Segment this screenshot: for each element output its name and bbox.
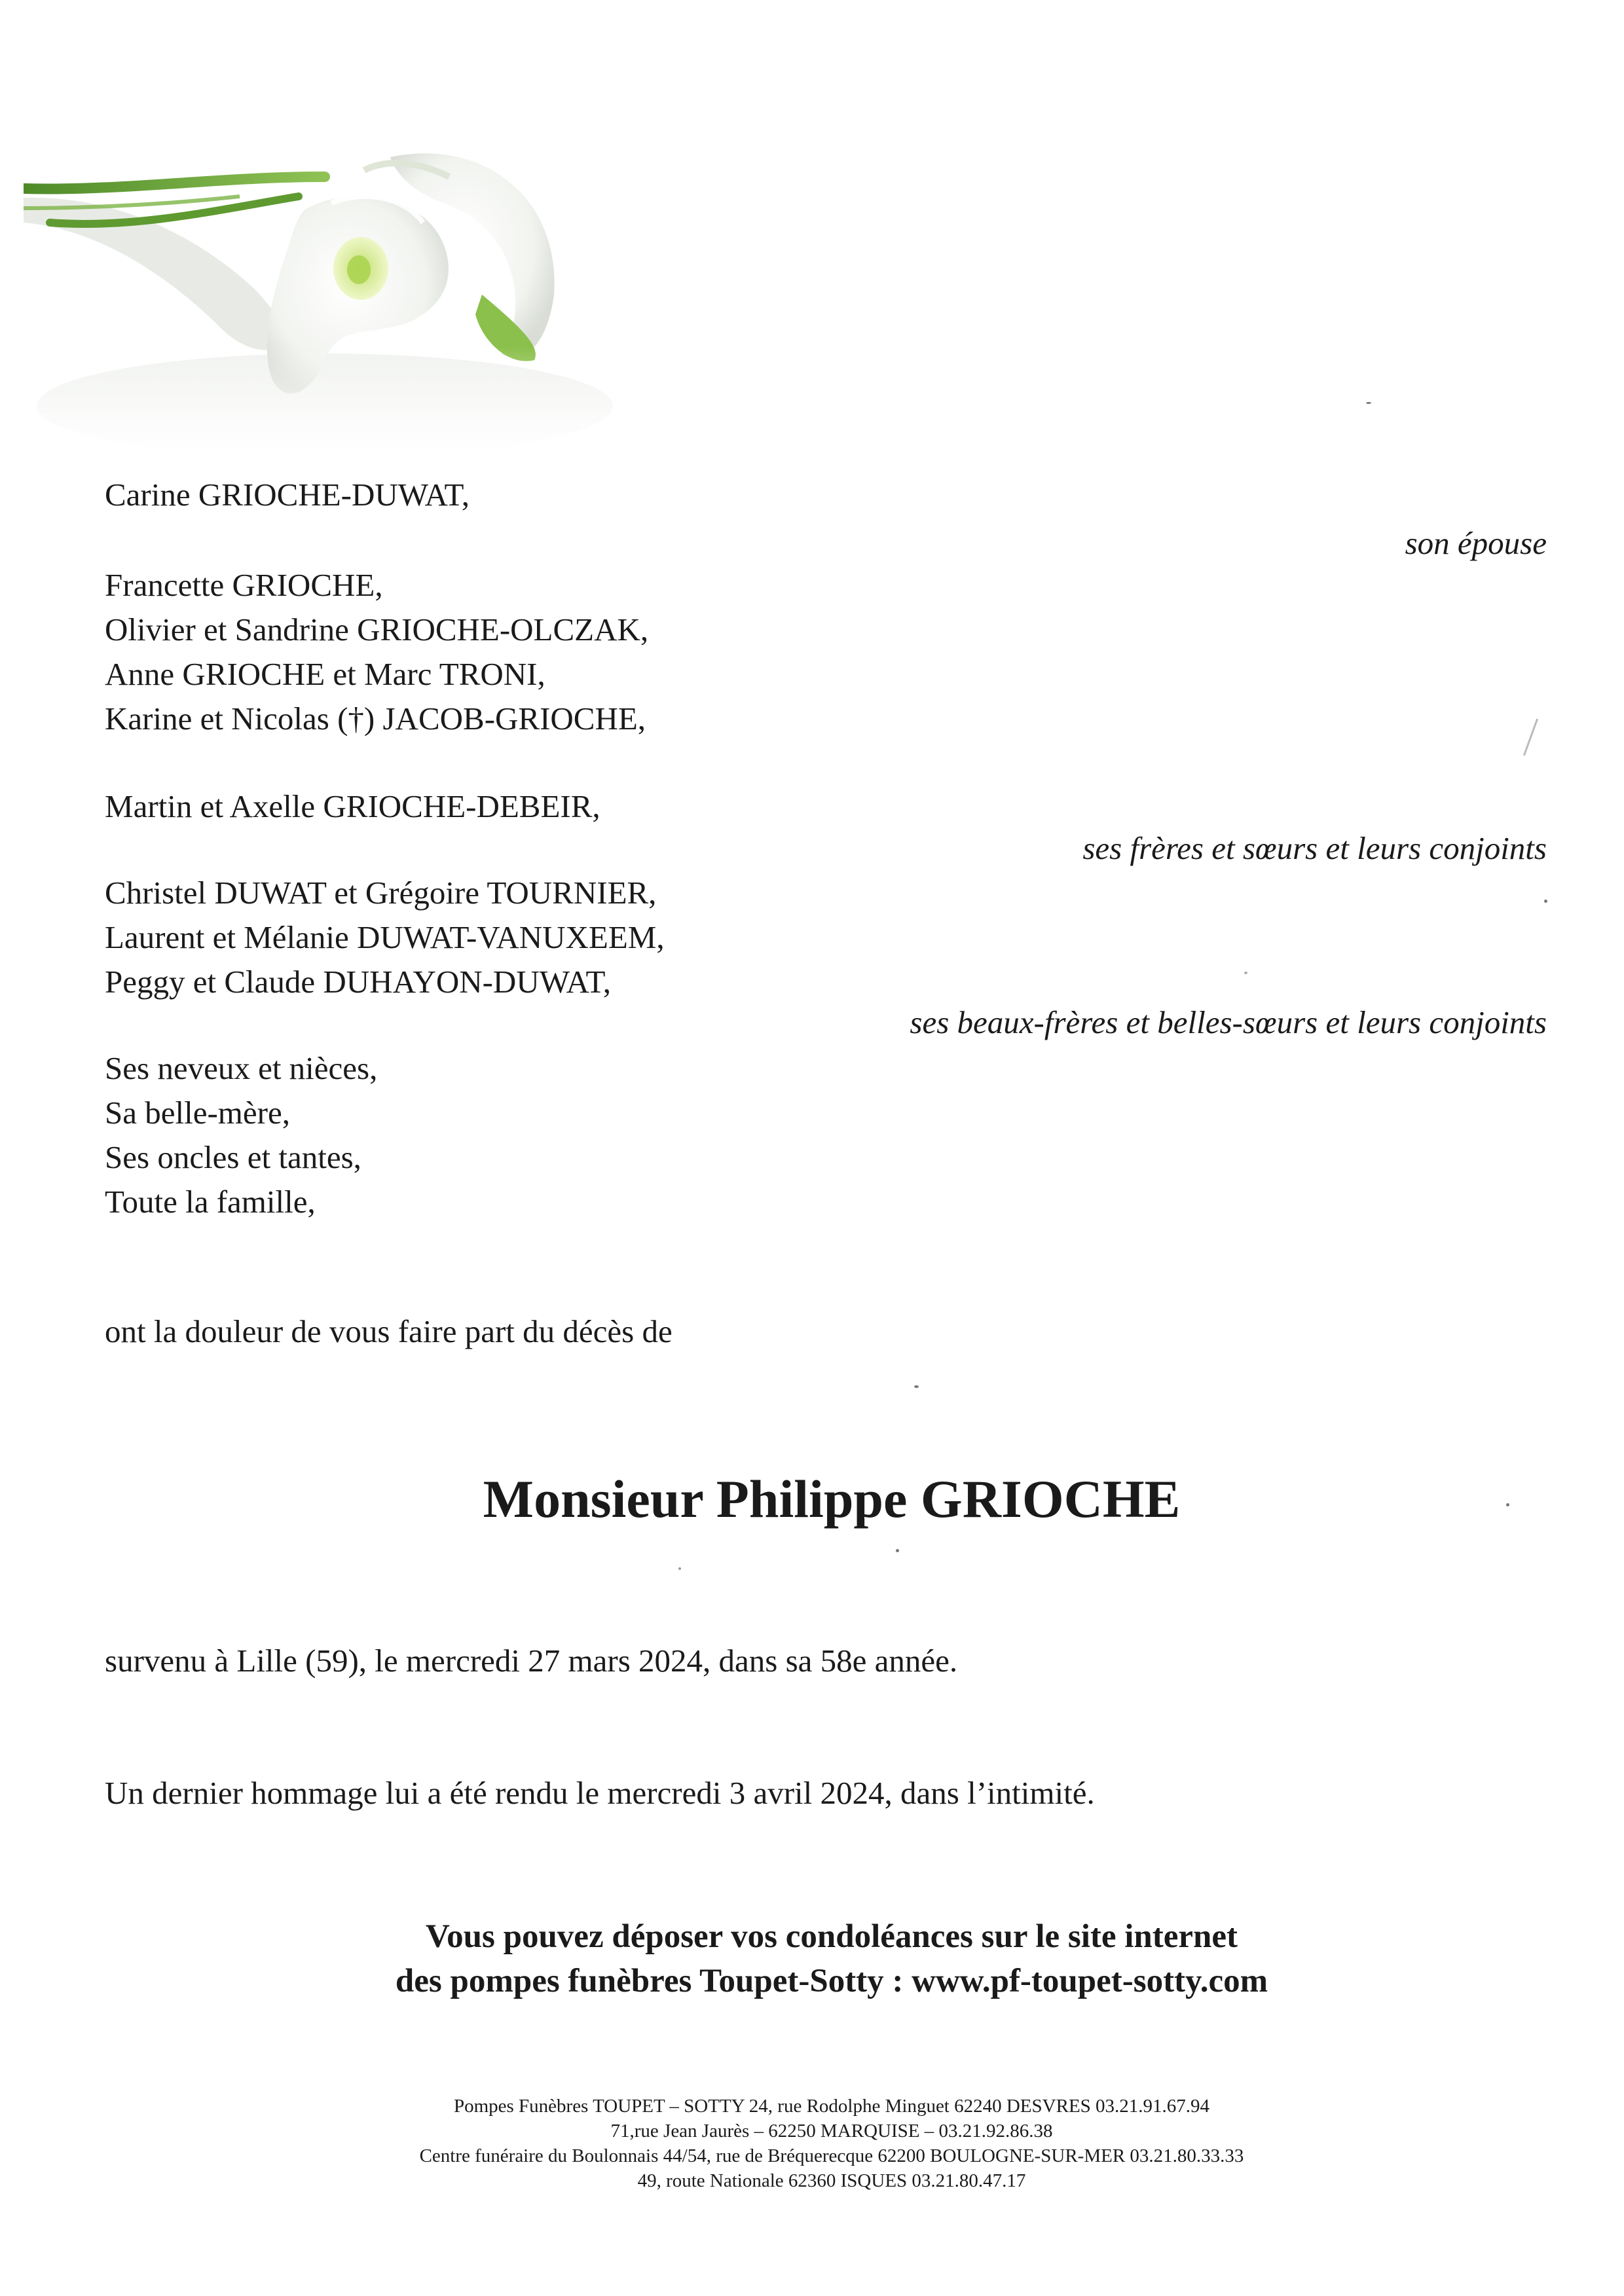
tribute-text: Un dernier hommage lui a été rendu le mercredi 3 avril 2024, dans l’intimité. [105,1775,1095,1811]
spouse-role: son épouse [1405,525,1547,561]
other-family-line: Sa belle-mère, [105,1095,290,1131]
in-law-line: Laurent et Mélanie DUWAT-VANUXEEM, [105,919,665,955]
footer-line: 49, route Nationale 62360 ISQUES 03.21.80.47.17 [637,2170,1026,2191]
deceased-name: Monsieur Philippe GRIOCHE [483,1469,1181,1529]
footer-line: Centre funéraire du Boulonnais 44/54, rue de Bréquerecque 62200 BOULOGNE-SUR-MER 03.21.80.33.33 [419,2145,1244,2166]
scan-speck [1544,900,1547,903]
scan-speck [1523,718,1538,756]
condolences-line: des pompes funèbres Toupet-Sotty : www.pf-toupet-sotty.com [395,1963,1268,1999]
sibling-line: Francette GRIOCHE, [105,567,383,603]
in-law-line: Peggy et Claude DUHAYON-DUWAT, [105,964,612,1000]
scan-speck [678,1567,681,1570]
other-family-line: Ses oncles et tantes, [105,1139,361,1175]
other-family-line: Ses neveux et nièces, [105,1050,378,1086]
siblings-role: ses frères et sœurs et leurs conjoints [1082,830,1547,866]
announcement-text: ont la douleur de vous faire part du décès de [105,1313,673,1349]
scan-speck [914,1385,919,1388]
sibling-line: Olivier et Sandrine GRIOCHE-OLCZAK, [105,611,649,647]
condolences-line: Vous pouvez déposer vos condoléances sur le site internet [425,1918,1238,1955]
scan-speck [1366,402,1371,404]
calla-lily-image [24,131,619,452]
sibling-line: Karine et Nicolas (†) JACOB-GRIOCHE, [105,701,646,737]
other-family-line: Toute la famille, [105,1184,316,1220]
spouse-name: Carine GRIOCHE-DUWAT, [105,477,470,513]
footer-line: Pompes Funèbres TOUPET – SOTTY 24, rue Rodolphe Minguet 62240 DESVRES 03.21.91.67.94 [453,2096,1210,2117]
in-law-line: Christel DUWAT et Grégoire TOURNIER, [105,875,657,911]
scan-speck [1506,1503,1509,1506]
in-laws-role: ses beaux-frères et belles-sœurs et leurs conjoints [910,1004,1547,1040]
death-details: survenu à Lille (59), le mercredi 27 mars 2024, dans sa 58e année. [105,1643,958,1679]
sibling-line: Martin et Axelle GRIOCHE-DEBEIR, [105,788,600,824]
sibling-line: Anne GRIOCHE et Marc TRONI, [105,656,545,692]
footer-line: 71,rue Jean Jaurès – 62250 MARQUISE – 03.21.92.86.38 [610,2121,1053,2141]
scan-speck [896,1549,899,1552]
scan-speck [1244,972,1247,974]
